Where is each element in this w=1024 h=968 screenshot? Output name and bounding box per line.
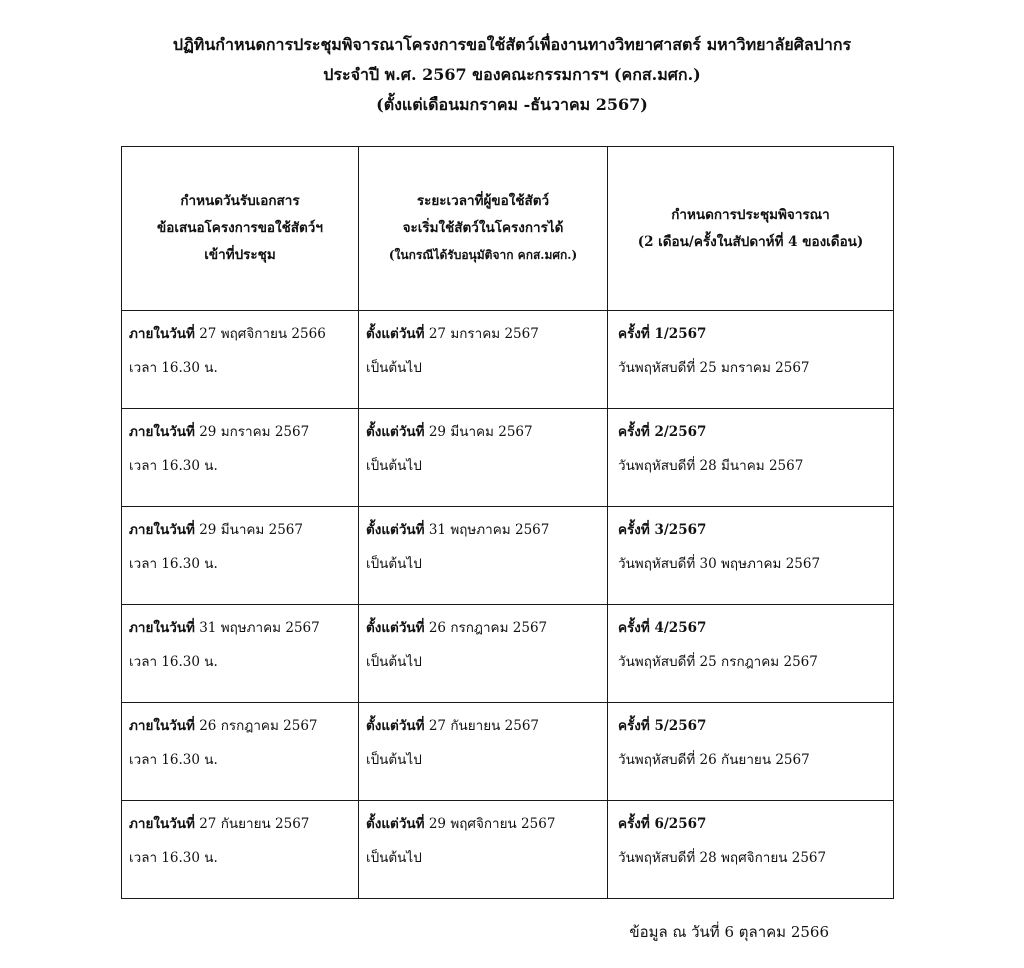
start-cell (359, 311, 608, 409)
deadline-cell (122, 311, 359, 409)
meeting-cell (608, 703, 894, 801)
meeting-date: วันพฤหัสบดีที่ 30 พฤษภาคม 2567 (618, 556, 821, 572)
header-line: ระยะเวลาที่ผู้ขอใช้สัตว์ (416, 193, 550, 209)
table-header-row (122, 147, 894, 311)
deadline-cell (122, 801, 359, 899)
start-cell (359, 507, 608, 605)
table-row (122, 507, 894, 605)
data-as-of-note: ข้อมูล ณ วันที่ 6 ตุลาคม 2566 (629, 923, 829, 941)
start-suffix: เป็นต้นไป (366, 850, 422, 866)
deadline-date: 29 มีนาคม 2567 (199, 522, 303, 538)
start-label: ตั้งแต่วันที่ (366, 620, 425, 636)
start-suffix: เป็นต้นไป (366, 458, 422, 474)
deadline-label: ภายในวันที่ (129, 620, 195, 636)
meeting-number: ครั้งที่ 5/2567 (618, 718, 707, 734)
start-cell (359, 409, 608, 507)
start-date: 29 พฤศจิกายน 2567 (428, 816, 556, 832)
start-date: 31 พฤษภาคม 2567 (428, 522, 550, 538)
meeting-number: ครั้งที่ 2/2567 (618, 424, 707, 440)
meeting-cell (608, 801, 894, 899)
deadline-time: เวลา 16.30 น. (129, 360, 218, 376)
meeting-date: วันพฤหัสบดีที่ 25 กรกฎาคม 2567 (618, 654, 818, 670)
header-line: เข้าที่ประชุม (204, 247, 276, 263)
header-line: (ในกรณีได้รับอนุมัติจาก คกส.มศก.) (388, 248, 578, 262)
meeting-cell (608, 409, 894, 507)
meeting-schedule-table (121, 146, 894, 899)
table-row (122, 801, 894, 899)
start-date: 27 กันยายน 2567 (428, 718, 539, 734)
header-meeting-schedule (608, 147, 894, 311)
meeting-number: ครั้งที่ 3/2567 (618, 522, 707, 538)
meeting-date: วันพฤหัสบดีที่ 25 มกราคม 2567 (618, 360, 810, 376)
start-suffix: เป็นต้นไป (366, 654, 422, 670)
header-start-period (359, 147, 608, 311)
title-line-1: ปฏิทินกำหนดการประชุมพิจารณาโครงการขอใช้สัตว์เพื่องานทางวิทยาศาสตร์ มหาวิทยาลัยศิลปากร (172, 35, 852, 54)
table-row (122, 605, 894, 703)
start-label: ตั้งแต่วันที่ (366, 522, 425, 538)
table-row (122, 703, 894, 801)
deadline-cell (122, 703, 359, 801)
deadline-time: เวลา 16.30 น. (129, 458, 218, 474)
meeting-cell (608, 311, 894, 409)
start-label: ตั้งแต่วันที่ (366, 816, 425, 832)
header-line: (2 เดือน/ครั้งในสัปดาห์ที่ 4 ของเดือน) (637, 233, 864, 250)
start-suffix: เป็นต้นไป (366, 360, 422, 376)
deadline-time: เวลา 16.30 น. (129, 556, 218, 572)
deadline-time: เวลา 16.30 น. (129, 752, 218, 768)
header-line: กำหนดการประชุมพิจารณา (671, 206, 830, 223)
deadline-time: เวลา 16.30 น. (129, 654, 218, 670)
start-cell (359, 801, 608, 899)
header-line: กำหนดวันรับเอกสาร (180, 193, 300, 209)
start-date: 27 มกราคม 2567 (428, 326, 539, 342)
deadline-time: เวลา 16.30 น. (129, 850, 218, 866)
deadline-date: 29 มกราคม 2567 (199, 424, 310, 440)
meeting-number: ครั้งที่ 6/2567 (618, 816, 707, 832)
deadline-date: 31 พฤษภาคม 2567 (199, 620, 320, 636)
meeting-date: วันพฤหัสบดีที่ 26 กันยายน 2567 (618, 752, 810, 768)
start-label: ตั้งแต่วันที่ (366, 718, 425, 734)
title-line-3: (ตั้งแต่เดือนมกราคม -ธันวาคม 2567) (376, 95, 648, 114)
meeting-date: วันพฤหัสบดีที่ 28 มีนาคม 2567 (618, 458, 804, 474)
meeting-number: ครั้งที่ 1/2567 (618, 326, 707, 342)
start-suffix: เป็นต้นไป (366, 556, 422, 572)
start-date: 26 กรกฎาคม 2567 (428, 620, 548, 636)
start-cell (359, 703, 608, 801)
meeting-cell (608, 605, 894, 703)
document-title (0, 30, 1024, 120)
meeting-date: วันพฤหัสบดีที่ 28 พฤศจิกายน 2567 (618, 850, 827, 866)
table-row (122, 409, 894, 507)
header-line: ข้อเสนอโครงการขอใช้สัตว์ฯ (157, 220, 323, 236)
deadline-label: ภายในวันที่ (129, 424, 195, 440)
title-line-2: ประจำปี พ.ศ. 2567 ของคณะกรรมการฯ (คกส.มศก.) (323, 65, 701, 84)
deadline-date: 27 พฤศจิกายน 2566 (199, 326, 326, 342)
deadline-cell (122, 605, 359, 703)
meeting-cell (608, 507, 894, 605)
deadline-label: ภายในวันที่ (129, 718, 195, 734)
deadline-label: ภายในวันที่ (129, 522, 195, 538)
deadline-label: ภายในวันที่ (129, 816, 195, 832)
start-date: 29 มีนาคม 2567 (428, 424, 533, 440)
start-cell (359, 605, 608, 703)
deadline-cell (122, 409, 359, 507)
header-submission-deadline (122, 147, 359, 311)
meeting-number: ครั้งที่ 4/2567 (618, 620, 707, 636)
deadline-cell (122, 507, 359, 605)
deadline-date: 26 กรกฎาคม 2567 (199, 718, 318, 734)
header-line: จะเริ่มใช้สัตว์ในโครงการได้ (402, 220, 564, 236)
table-row (122, 311, 894, 409)
start-label: ตั้งแต่วันที่ (366, 424, 425, 440)
deadline-date: 27 กันยายน 2567 (199, 816, 310, 832)
start-suffix: เป็นต้นไป (366, 752, 422, 768)
deadline-label: ภายในวันที่ (129, 326, 195, 342)
start-label: ตั้งแต่วันที่ (366, 326, 425, 342)
